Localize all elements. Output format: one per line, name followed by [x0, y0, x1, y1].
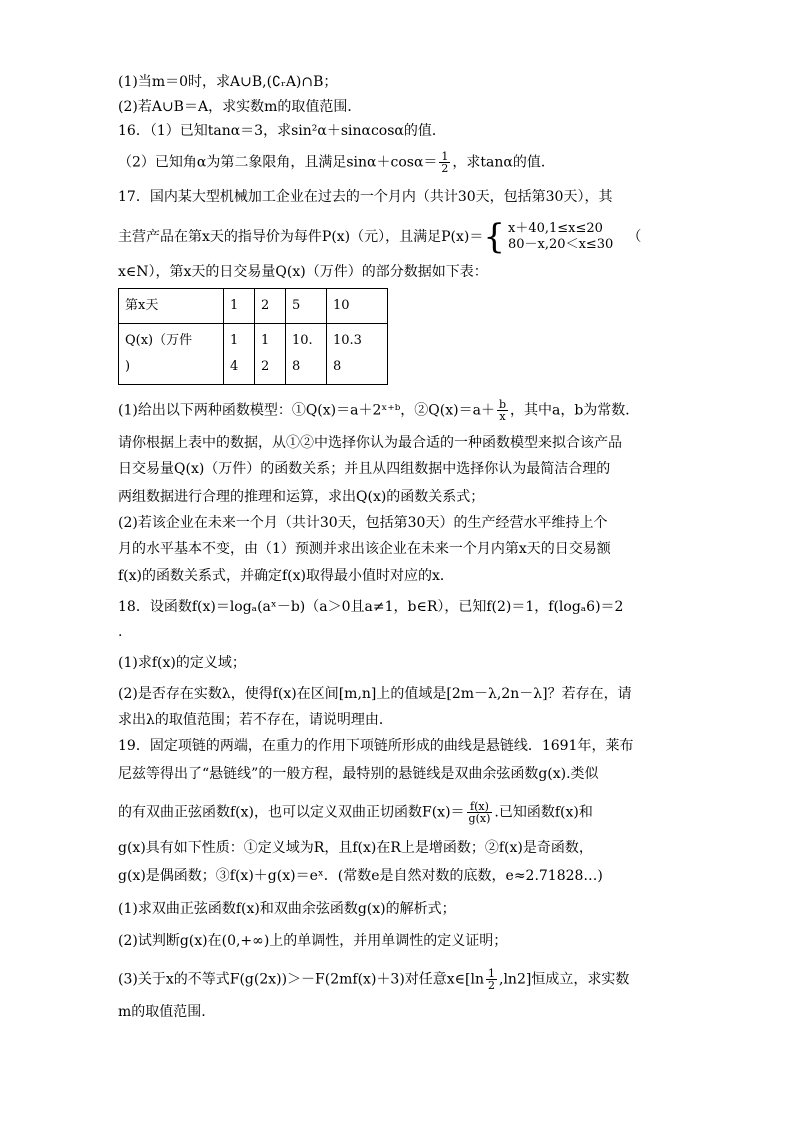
- q17-p1-line4: 两组数据进行合理的推理和运算，求出Q(x)的函数关系式；: [118, 489, 485, 505]
- q18-line1-end: .: [118, 624, 123, 640]
- cell-line: 1: [261, 333, 270, 348]
- table-cell: [119, 324, 224, 385]
- q19-fraction-numerator: f(x): [467, 801, 493, 813]
- table-cell: 2: [255, 289, 286, 324]
- q16-fraction-denominator: 2: [441, 162, 449, 175]
- table-cell: [327, 324, 388, 385]
- q19-line1: 19．固定项链的两端，在重力的作用下项链所形成的曲线是悬链线．1691年，莱布: [118, 738, 634, 754]
- q15-part2: (2)若A∪B＝A，求实数m的取值范围．: [118, 99, 362, 115]
- q19-part3-fraction-denominator: 2: [488, 979, 495, 992]
- q17-p1-line2: 请你根据上表中的数据，从①②中选择你认为最合适的一种函数模型来拟合该产品: [118, 435, 622, 451]
- q17-data-table: [118, 288, 388, 385]
- q19-part1: (1)求双曲正弦函数f(x)和双曲余弦函数g(x)的解析式；: [118, 901, 456, 917]
- q16-part2-text-b: ，求tanα的值．: [452, 154, 555, 171]
- cell-line: ): [125, 359, 131, 374]
- q19-line3-text-b: .已知函数f(x)和: [494, 804, 593, 821]
- q17-line2: [118, 217, 678, 257]
- q19-line2: 尼兹等得出了“悬链线”的一般方程，最特别的悬链线是双曲余弦函数g(x).类似: [118, 766, 599, 782]
- q17-p1-text-a: (1)给出以下两种函数模型：①Q(x)＝a＋2ˣ⁺ᵇ，②Q(x)＝a＋: [118, 402, 495, 419]
- q17-case1: x＋40,1≤x≤20: [508, 221, 603, 236]
- table-cell: 第x天: [119, 289, 224, 324]
- q17-line2-text-a: 主营产品在第x天的指导价为每件P(x)（元），且满足P(x)＝: [118, 229, 484, 245]
- q19-part3-line2: m的取值范围.: [118, 1004, 206, 1020]
- table-cell: 10: [327, 289, 388, 324]
- q19-part3-text-b: ,ln2]恒成立，求实数: [499, 971, 630, 988]
- table-cell: 1: [224, 289, 255, 324]
- table-cell: [255, 324, 286, 385]
- q19-part2: (2)试判断g(x)在(0,+∞)上的单调性，并用单调性的定义证明；: [118, 933, 508, 949]
- q16-part2: [118, 151, 678, 174]
- q17-p2-line3: f(x)的函数关系式，并确定f(x)取得最小值时对应的x．: [118, 568, 454, 584]
- table-cell: [224, 324, 255, 385]
- q19-line5: g(x)是偶函数；③f(x)＋g(x)＝eˣ．(常数e是自然对数的底数，e≈2.71828…): [118, 868, 603, 884]
- table-row: [119, 324, 388, 385]
- q19-fraction-denominator: g(x): [468, 812, 491, 825]
- q19-part3-fraction: [486, 968, 497, 991]
- q19-part3-fraction-numerator: 1: [488, 967, 495, 980]
- q17-fraction: [497, 399, 508, 422]
- q17-p2-line1: (2)若该企业在未来一个月（共计30天，包括第30天）的生产经营水平维持上个: [118, 515, 608, 531]
- q16-part1: 16．（1）已知tanα＝3，求sin²α＋sinαcosα的值．: [118, 123, 446, 139]
- q19-fraction: [467, 801, 493, 824]
- cell-line: 10.3: [333, 333, 362, 348]
- q17-fraction-denominator: x: [499, 410, 506, 423]
- q17-p1-line1: [118, 399, 678, 422]
- q19-line4: g(x)具有如下性质：①定义域为R，且f(x)在R上是增函数；②f(x)是奇函数，: [118, 840, 593, 856]
- q16-part2-text-a: （2）已知角α为第二象限角，且满足sinα＋cosα＝: [118, 154, 438, 171]
- q19-line3: [118, 801, 678, 824]
- q19-part3-line1: [118, 968, 678, 991]
- q18-part1: (1)求f(x)的定义域；: [118, 655, 246, 671]
- q19-line3-text-a: 的有双曲正弦函数f(x)，也可以定义双曲正切函数F(x)＝: [118, 804, 465, 821]
- q17-line1: 17．国内某大型机械加工企业在过去的一个月内（共计30天，包括第30天），其: [118, 189, 613, 205]
- q18-part2-line2: 求出λ的取值范围；若不存在，请说明理由．: [118, 712, 393, 728]
- q16-fraction-numerator: 1: [441, 150, 449, 163]
- q17-p2-line2: 月的水平基本不变，由（1）预测并求出该企业在未来一个月内第x天的日交易额: [118, 541, 611, 557]
- table-cell: [286, 324, 327, 385]
- q17-p1-line3: 日交易量Q(x)（万件）的函数关系；并且从四组数据中选择你认为最简洁合理的: [118, 461, 611, 477]
- q17-line3: x∈N），第x天的日交易量Q(x)（万件）的部分数据如下表：: [118, 264, 488, 280]
- cell-line: 4: [230, 359, 239, 374]
- cell-line: Q(x)（万件: [125, 333, 193, 348]
- cell-line: 8: [292, 359, 301, 374]
- cell-line: 1: [230, 333, 239, 348]
- table-row: [119, 289, 388, 324]
- q17-cases: [508, 221, 613, 253]
- q17-case2: 80－x,20＜x≤30: [508, 237, 614, 252]
- q17-brace: {: [483, 217, 506, 257]
- q17-piecewise: [483, 217, 614, 257]
- q18-line1: 18．设函数f(x)＝logₐ(aˣ－b)（a＞0且a≠1，b∈R），已知f(2)＝1，f(logₐ6)＝2: [118, 599, 624, 615]
- cell-line: 8: [333, 359, 342, 374]
- q19-part3-text-a: (3)关于x的不等式F(g(2x))＞－F(2mf(x)＋3)对任意x∈[ln: [118, 971, 484, 988]
- table-cell: 5: [286, 289, 327, 324]
- cell-line: 10.: [292, 333, 313, 348]
- q17-line2-text-b: （: [627, 229, 642, 245]
- q16-fraction: [439, 151, 450, 174]
- q17-p1-text-b: ，其中a，b为常数．: [510, 402, 640, 419]
- cell-line: 2: [261, 359, 270, 374]
- q17-fraction-numerator: b: [498, 398, 506, 411]
- q15-part1: (1)当m＝0时，求A∪B,(∁ᵣA)∩B；: [118, 74, 338, 90]
- q18-part2-line1: (2)是否存在实数λ，使得f(x)在区间[m,n]上的值域是[2m－λ,2n－λ]？若存在，请: [118, 686, 632, 702]
